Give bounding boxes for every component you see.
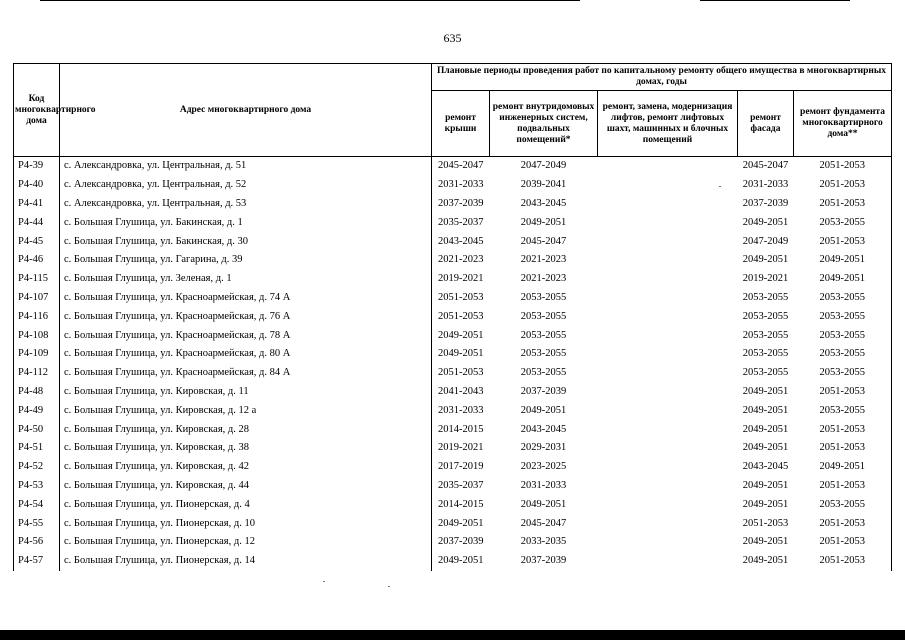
cell-roof: 2051-2053 [438,367,484,379]
table-row [14,477,892,496]
table-row [14,289,892,308]
cell-facade: 2047-2049 [742,235,789,247]
cell-facade: 2053-2055 [742,348,789,360]
cell-engineering: 2037-2039 [520,385,567,397]
cell-foundation: 2051-2053 [794,195,892,214]
cell-address: с. Большая Глушица, ул. Кировская, д. 12 а [60,401,432,420]
cell-roof: 2031-2033 [438,179,484,191]
cell-elevators [598,401,738,420]
scan-speck [323,581,325,582]
cell-address: с. Большая Глушица, ул. Кировская, д. 11 [60,383,432,402]
table-row [14,251,892,270]
cell-engineering: 2023-2025 [520,461,567,473]
cell-code: Р4-41 [14,195,60,214]
cell-elevators [598,383,738,402]
cell-roof: 2019-2021 [438,273,484,285]
cell-engineering: 2053-2055 [520,310,567,322]
cell-engineering: 2049-2051 [520,498,567,510]
cell-facade: 2049-2051 [742,498,789,510]
cell-elevators [598,213,738,232]
cell-foundation: 2051-2053 [794,439,892,458]
cell-roof: 2051-2053 [438,310,484,322]
cell-code: Р4-115 [14,270,60,289]
cell-address: с. Большая Глушица, ул. Зеленая, д. 1 [60,270,432,289]
cell-elevators [598,176,738,195]
repair-schedule-table [13,63,892,571]
cell-elevators [598,458,738,477]
cell-engineering: 2045-2047 [520,235,567,247]
cell-engineering: 2045-2047 [520,517,567,529]
cell-foundation: 2051-2053 [794,477,892,496]
cell-code: Р4-57 [14,552,60,571]
table-row [14,383,892,402]
cell-address: с. Большая Глушица, ул. Бакинская, д. 30 [60,232,432,251]
scan-speck [388,586,390,587]
cell-code: Р4-49 [14,401,60,420]
cell-engineering: 2033-2035 [520,536,567,548]
cell-address: с. Большая Глушица, ул. Гагарина, д. 39 [60,251,432,270]
cell-facade: 2053-2055 [742,329,789,341]
cell-elevators [598,270,738,289]
cell-elevators [598,157,738,176]
cell-foundation: 2049-2051 [794,458,892,477]
cell-facade: 2049-2051 [742,442,789,454]
cell-code: Р4-40 [14,176,60,195]
table-row [14,213,892,232]
table-row [14,420,892,439]
cell-facade: 2043-2045 [742,461,789,473]
cell-roof: 2049-2051 [438,555,484,567]
cell-facade: 2031-2033 [742,179,789,191]
cell-code: Р4-112 [14,364,60,383]
cell-roof: 2014-2015 [438,423,484,435]
cell-facade: 2049-2051 [742,479,789,491]
cell-foundation: 2051-2053 [794,157,892,176]
cell-foundation: 2053-2055 [794,326,892,345]
cell-foundation: 2051-2053 [794,552,892,571]
cell-foundation: 2053-2055 [794,401,892,420]
cell-address: с. Большая Глушица, ул. Кировская, д. 44 [60,477,432,496]
cell-address: с. Большая Глушица, ул. Кировская, д. 38 [60,439,432,458]
table-row [14,157,892,176]
header-periods-group: Плановые периоды проведения работ по капитальному ремонту общего имущества в многоквартирных домах, годы [432,64,892,91]
cell-foundation: 2051-2053 [794,514,892,533]
table-row [14,458,892,477]
cell-address: с. Большая Глушица, ул. Красноармейская, д. 78 А [60,326,432,345]
cell-facade: 2049-2051 [742,536,789,548]
cell-facade: 2053-2055 [742,310,789,322]
cell-code: Р4-116 [14,307,60,326]
cell-engineering: 2053-2055 [520,329,567,341]
table-row [14,439,892,458]
cell-code: Р4-56 [14,533,60,552]
cell-engineering: 2021-2023 [520,254,567,266]
cell-elevators [598,439,738,458]
cell-roof: 2045-2047 [438,160,484,172]
cell-facade: 2019-2021 [742,273,789,285]
header-row-top [14,64,892,91]
top-rule [40,0,580,1]
cell-engineering: 2029-2031 [520,442,567,454]
cell-facade: 2049-2051 [742,423,789,435]
cell-roof: 2019-2021 [438,442,484,454]
cell-code: Р4-48 [14,383,60,402]
cell-address: с. Александровка, ул. Центральная, д. 51 [60,157,432,176]
cell-engineering: 2031-2033 [520,479,567,491]
cell-engineering: 2053-2055 [520,291,567,303]
cell-roof: 2037-2039 [438,197,484,209]
cell-roof: 2051-2053 [438,291,484,303]
header-facade: ремонт фасада [738,91,794,157]
cell-code: Р4-44 [14,213,60,232]
cell-address: с. Большая Глушица, ул. Красноармейская, д. 76 А [60,307,432,326]
cell-roof: 2037-2039 [438,536,484,548]
scan-bottom-edge [0,630,905,640]
cell-code: Р4-107 [14,289,60,308]
cell-facade: 2049-2051 [742,404,789,416]
cell-code: Р4-108 [14,326,60,345]
cell-roof: 2031-2033 [438,404,484,416]
cell-elevators [598,477,738,496]
cell-address: с. Большая Глушица, ул. Пионерская, д. 10 [60,514,432,533]
cell-facade: 2049-2051 [742,254,789,266]
cell-engineering: 2049-2051 [520,216,567,228]
top-rule-right [700,0,850,1]
cell-roof: 2049-2051 [438,329,484,341]
cell-roof: 2049-2051 [438,348,484,360]
table-row [14,495,892,514]
cell-facade: 2053-2055 [742,367,789,379]
cell-address: с. Александровка, ул. Центральная, д. 52 [60,176,432,195]
cell-facade: 2051-2053 [742,517,789,529]
cell-address: с. Большая Глушица, ул. Пионерская, д. 14 [60,552,432,571]
cell-code: Р4-51 [14,439,60,458]
cell-foundation: 2053-2055 [794,495,892,514]
cell-engineering: 2049-2051 [520,404,567,416]
cell-elevators [598,326,738,345]
header-elevators: ремонт, замена, модернизация лифтов, ремонт лифтовых шахт, машинных и блочных помещений [598,91,738,157]
header-address: Адрес многоквартирного дома [60,64,432,157]
cell-foundation: 2053-2055 [794,307,892,326]
cell-address: с. Александровка, ул. Центральная, д. 53 [60,195,432,214]
cell-foundation: 2051-2053 [794,232,892,251]
table-row [14,176,892,195]
page-number: 635 [443,31,462,45]
cell-facade: 2037-2039 [742,197,789,209]
cell-code: Р4-46 [14,251,60,270]
cell-code: Р4-53 [14,477,60,496]
table-row [14,270,892,289]
cell-code: Р4-39 [14,157,60,176]
cell-elevators [598,232,738,251]
cell-engineering: 2037-2039 [520,555,567,567]
header-roof: ремонт крыши [432,91,490,157]
cell-facade: 2045-2047 [742,160,789,172]
cell-elevators [598,289,738,308]
cell-foundation: 2053-2055 [794,213,892,232]
cell-address: с. Большая Глушица, ул. Красноармейская, д. 84 А [60,364,432,383]
cell-code: Р4-54 [14,495,60,514]
table-row [14,345,892,364]
cell-foundation: 2051-2053 [794,176,892,195]
cell-foundation: 2051-2053 [794,420,892,439]
table-row [14,232,892,251]
cell-elevators [598,495,738,514]
cell-roof: 2049-2051 [438,517,484,529]
cell-elevators [598,420,738,439]
cell-elevators [598,514,738,533]
cell-elevators [598,533,738,552]
table-row [14,552,892,571]
cell-engineering: 2047-2049 [520,160,567,172]
header-engineering: ремонт внутридомовых инженерных систем, подвальных помещений* [490,91,598,157]
cell-foundation: 2051-2053 [794,533,892,552]
cell-elevators [598,307,738,326]
cell-engineering: 2039-2041 [520,179,567,191]
cell-code: Р4-109 [14,345,60,364]
cell-address: с. Большая Глушица, ул. Кировская, д. 28 [60,420,432,439]
cell-address: с. Большая Глушица, ул. Пионерская, д. 12 [60,533,432,552]
cell-address: с. Большая Глушица, ул. Красноармейская, д. 74 А [60,289,432,308]
cell-roof: 2017-2019 [438,461,484,473]
cell-foundation: 2053-2055 [794,289,892,308]
cell-elevators [598,345,738,364]
cell-address: с. Большая Глушица, ул. Пионерская, д. 4 [60,495,432,514]
cell-engineering: 2043-2045 [520,423,567,435]
table-row [14,195,892,214]
cell-engineering: 2043-2045 [520,197,567,209]
cell-elevators [598,552,738,571]
cell-facade: 2049-2051 [742,385,789,397]
cell-facade: 2053-2055 [742,291,789,303]
cell-foundation: 2053-2055 [794,364,892,383]
cell-code: Р4-50 [14,420,60,439]
cell-code: Р4-52 [14,458,60,477]
cell-foundation: 2049-2051 [794,270,892,289]
cell-engineering: 2053-2055 [520,367,567,379]
scan-speck [719,186,721,187]
table-row [14,307,892,326]
cell-roof: 2014-2015 [438,498,484,510]
cell-roof: 2035-2037 [438,479,484,491]
cell-code: Р4-55 [14,514,60,533]
cell-foundation: 2049-2051 [794,251,892,270]
cell-engineering: 2021-2023 [520,273,567,285]
header-code: Код многоквартирного дома [14,64,60,157]
cell-code: Р4-45 [14,232,60,251]
cell-elevators [598,195,738,214]
table-row [14,514,892,533]
cell-foundation: 2053-2055 [794,345,892,364]
table-row [14,533,892,552]
cell-address: с. Большая Глушица, ул. Красноармейская, д. 80 А [60,345,432,364]
cell-roof: 2035-2037 [438,216,484,228]
cell-roof: 2043-2045 [438,235,484,247]
cell-address: с. Большая Глушица, ул. Бакинская, д. 1 [60,213,432,232]
cell-elevators [598,251,738,270]
cell-facade: 2049-2051 [742,216,789,228]
cell-elevators [598,364,738,383]
table-body [14,157,892,571]
table-row [14,401,892,420]
cell-roof: 2041-2043 [438,385,484,397]
table-row [14,364,892,383]
table-row [14,326,892,345]
cell-foundation: 2051-2053 [794,383,892,402]
cell-engineering: 2053-2055 [520,348,567,360]
cell-facade: 2049-2051 [742,555,789,567]
header-foundation: ремонт фундамента многоквартирного дома** [794,91,892,157]
cell-address: с. Большая Глушица, ул. Кировская, д. 42 [60,458,432,477]
cell-roof: 2021-2023 [438,254,484,266]
